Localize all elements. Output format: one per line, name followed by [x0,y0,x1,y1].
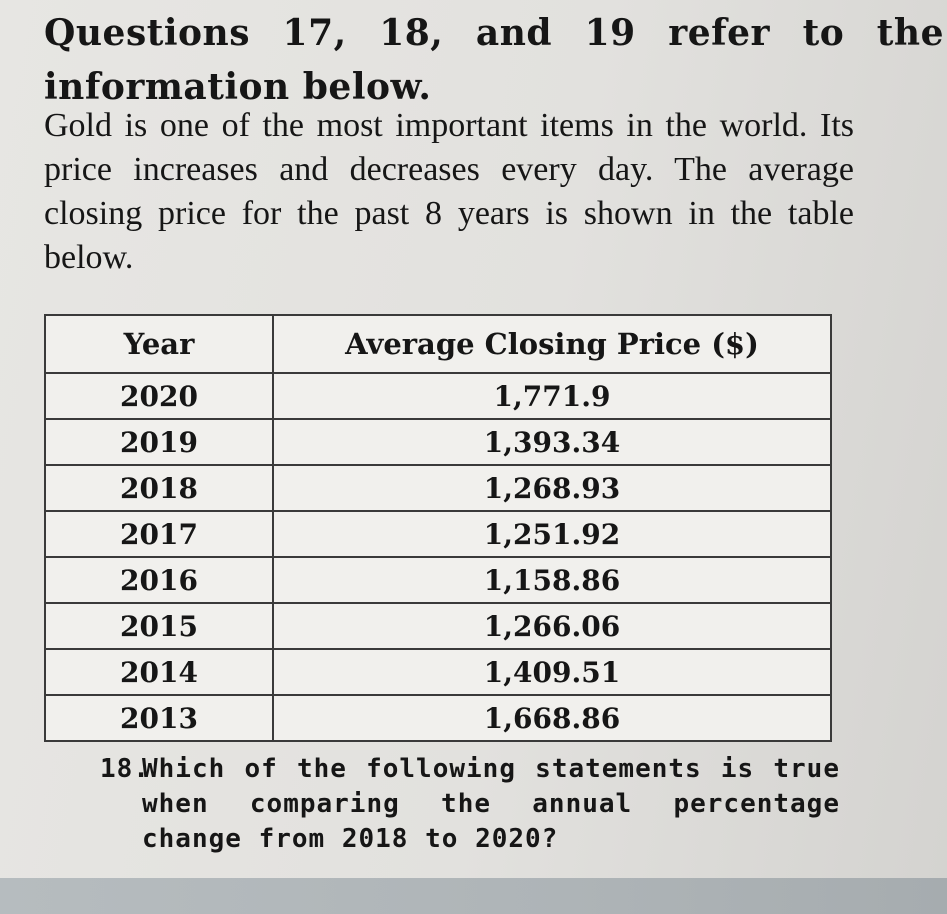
table-header-row [45,315,831,373]
table-row [45,649,831,695]
intro-paragraph: Gold is one of the most important items in the world. Its price increases and decreases every day. The average closing price for the past 8 years is shown in the table below. [44,107,854,276]
gold-price-table [44,314,832,742]
cell-price: 1,251.92 [273,511,831,557]
cell-price: 1,409.51 [273,649,831,695]
table-row [45,511,831,557]
cell-price: 1,158.86 [273,557,831,603]
header-average-closing-price: Average Closing Price ($) [273,315,831,373]
gold-price-table-container [44,314,832,742]
table-row [45,419,831,465]
questions-heading: Questions 17, 18, and 19 refer to the information below. [44,12,944,108]
cell-year: 2020 [45,373,273,419]
cell-price: 1,268.93 [273,465,831,511]
table-row [45,695,831,741]
cell-price: 1,668.86 [273,695,831,741]
table-row [45,557,831,603]
cell-price: 1,266.06 [273,603,831,649]
question-text: Which of the following statements is true when comparing the annual percentage change from 2018 to 2020? [142,754,840,854]
table-row [45,603,831,649]
header-year: Year [45,315,273,373]
cell-year: 2017 [45,511,273,557]
cell-year: 2013 [45,695,273,741]
cell-year: 2016 [45,557,273,603]
cell-year: 2014 [45,649,273,695]
cell-year: 2018 [45,465,273,511]
cell-price: 1,771.9 [273,373,831,419]
cell-price: 1,393.34 [273,419,831,465]
cell-year: 2019 [45,419,273,465]
question-number: 18. [100,754,150,784]
table-row [45,373,831,419]
cell-year: 2015 [45,603,273,649]
page-bottom-edge [0,878,947,914]
table-row [45,465,831,511]
question-18 [100,752,840,857]
